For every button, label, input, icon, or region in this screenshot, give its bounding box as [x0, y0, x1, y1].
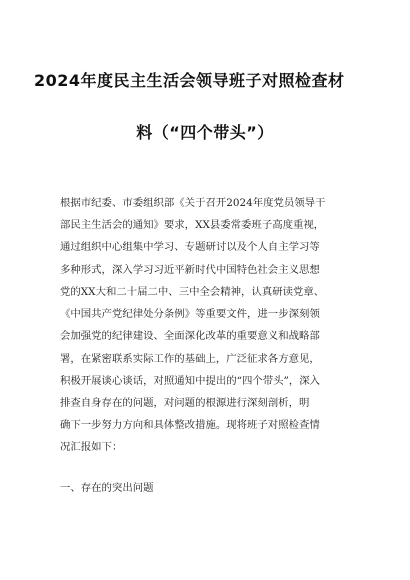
paragraph-line: 会加强党的纪律建设、全面深化改革的重要意义和战略部 [60, 330, 320, 342]
paragraph-line: 排查自身存在的问题，对问题的根源进行深刻剖析，明 [60, 397, 310, 409]
paragraph-line: 积极开展谈心谈话，对照通知中提出的“四个带头”，深入 [60, 375, 320, 387]
paragraph-line: 况汇报如下： [60, 441, 123, 453]
paragraph-line: 通过组织中心组集中学习、专题研讨以及个人自主学习等 [60, 241, 320, 253]
document-title-line-1: 2024年度民主生活会领导班子对照检查材 [34, 71, 345, 90]
paragraph-line: 根据市纪委、市委组织部《关于召开2024年度党员领导干 [60, 197, 326, 209]
paragraph-line: 署，在紧密联系实际工作的基础上，广泛征求各方意见， [60, 353, 320, 365]
document-title-line-2: 料（“四个带头”） [136, 123, 274, 142]
paragraph-line: 部民主生活会的通知》要求，XX县委常委班子高度重视， [60, 219, 325, 231]
section-heading: 一、存在的突出问题 [60, 482, 154, 494]
paragraph-line: 党的XX大和二十届二中、三中全会精神，认真研读党章、 [60, 286, 325, 298]
paragraph-line: 多种形式，深入学习习近平新时代中国特色社会主义思想 [60, 264, 320, 276]
paragraph-line: 确下一步努力方向和具体整改措施。现将班子对照检查情 [60, 419, 320, 431]
paragraph-line: 《中国共产党纪律处分条例》等重要文件，进一步深刻领 [60, 308, 320, 320]
